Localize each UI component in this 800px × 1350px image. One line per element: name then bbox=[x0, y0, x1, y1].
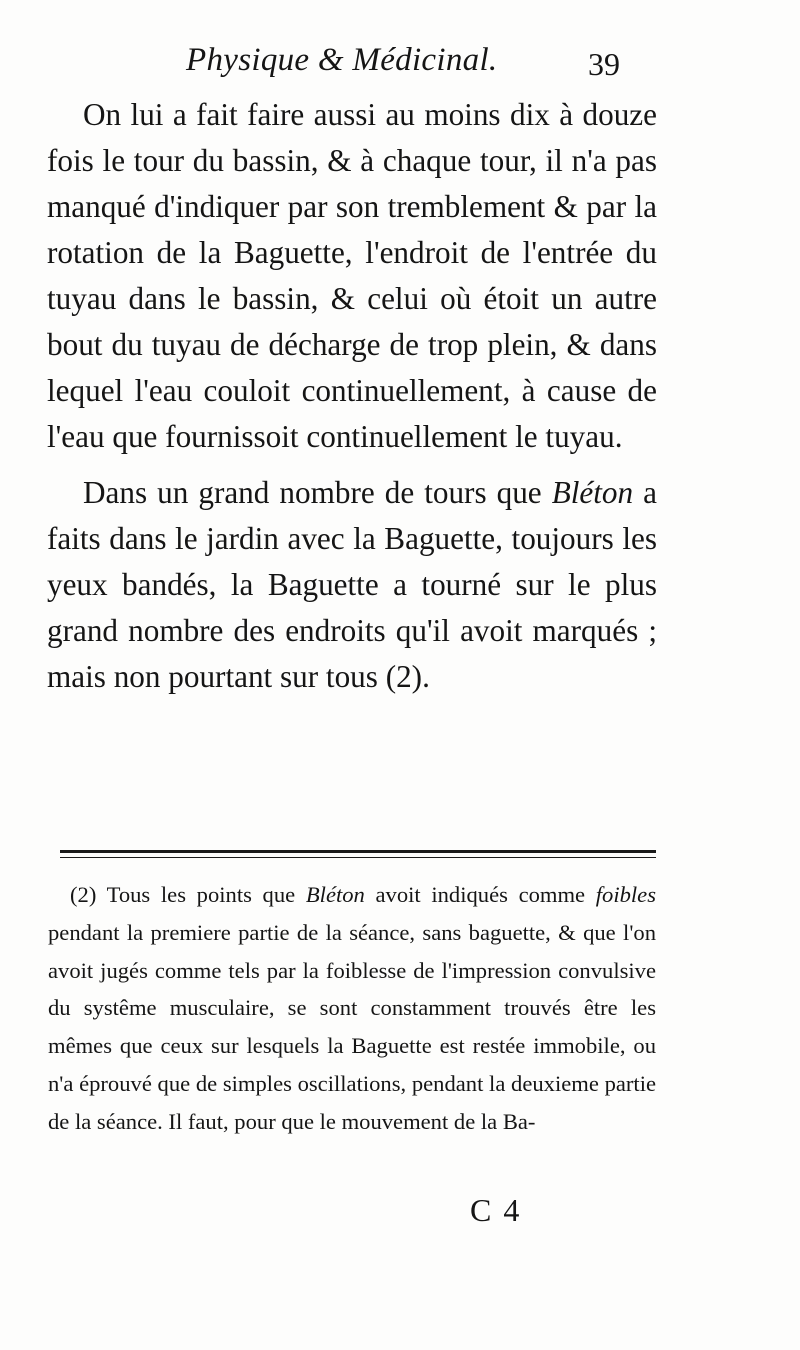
signature-mark: C 4 bbox=[470, 1192, 522, 1228]
running-title: Physique & Médicinal. bbox=[186, 42, 498, 78]
page-number: 39 bbox=[588, 46, 620, 82]
footnote-marker: (2) bbox=[70, 882, 97, 907]
footnote-italic-word: foibles bbox=[595, 882, 656, 907]
paragraph-2-rest: a faits dans le jardin avec la Baguette, toujours les yeux bandés, la Baguette a tourné sur le plus grand nombre des endroits qu'il avoit marqués ; mais non pourtant sur tous (2). bbox=[47, 475, 658, 694]
body-text bbox=[47, 92, 657, 700]
footnote bbox=[48, 876, 656, 1141]
paragraph-1: On lui a fait faire aussi au moins dix à douze fois le tour du bassin, & à chaque tour, il n'a pas manqué d'indiquer par son tremblement & par la rotation de la Baguette, l'endroit de l'entrée du tuyau dans le bassin, & celui où étoit un autre bout du tuyau de décharge de trop plein, & dans lequel l'eau couloit continuellement, à cause de l'eau que fournissoit continuellement le tuyau. bbox=[47, 97, 657, 454]
page-header bbox=[0, 40, 800, 90]
footnote-paragraph bbox=[48, 876, 656, 1141]
name-bleton: Bléton bbox=[551, 475, 634, 510]
footnote-mid: avoit indiqués comme bbox=[364, 882, 596, 907]
footnote-rest: pendant la premiere partie de la séance, sans baguette, & que l'on avoit jugés comme tels par la foiblesse de l'impression convulsive du systême musculaire, se sont constamment trouvés être les mêmes que ceux sur lesquels la Baguette est restée immobile, ou n'a éprouvé que de simples oscillations, pendant la deuxieme partie de la séance. Il faut, pour que le mouvement de la Ba- bbox=[48, 919, 656, 1134]
footnote-name: Bléton bbox=[305, 882, 365, 907]
paragraph-2-lead: Dans un grand nombre de tours que bbox=[83, 475, 552, 510]
footnote-rule-thin bbox=[60, 857, 656, 858]
footnote-lead: Tous les points que bbox=[96, 882, 306, 907]
footnote-rule-thick bbox=[60, 850, 656, 853]
paragraph-2 bbox=[47, 470, 657, 700]
